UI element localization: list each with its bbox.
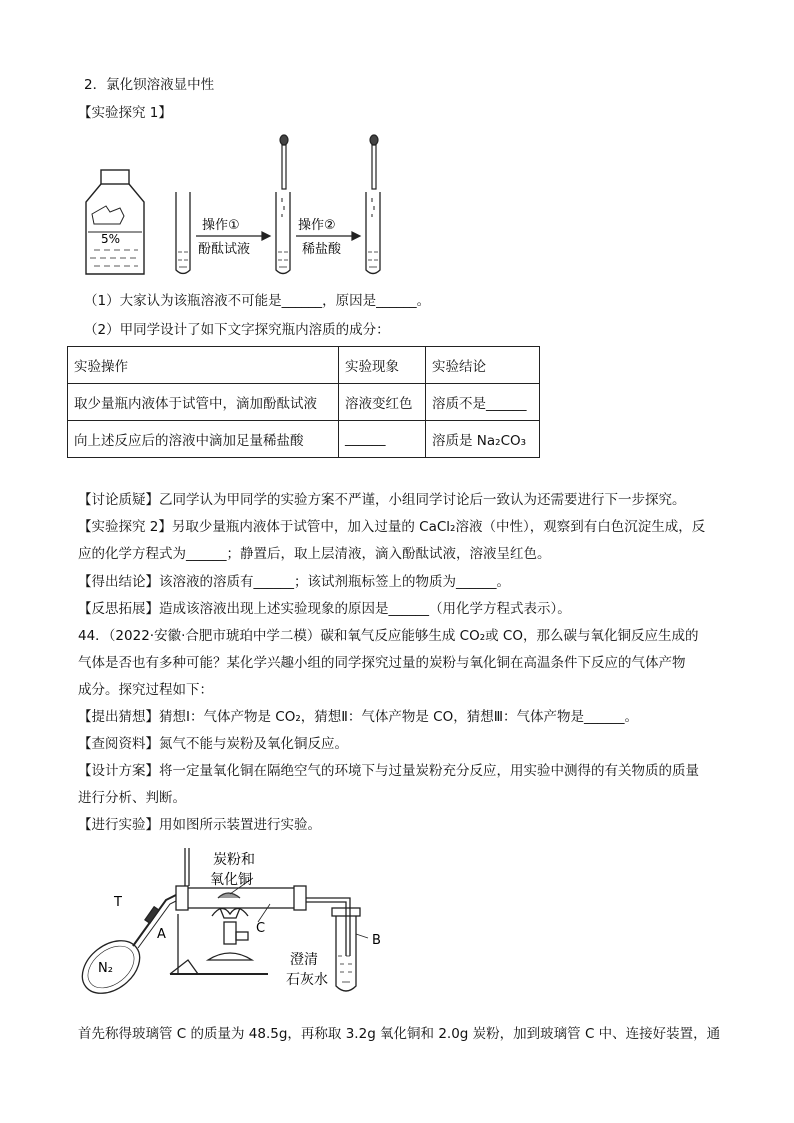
table-header: 实验现象 (339, 347, 426, 384)
test-tube-1 (176, 192, 190, 274)
op1-bottom-label: 酚酞试液 (198, 242, 251, 257)
label-lime-1: 澄清 (290, 952, 318, 968)
paragraph-explore2-line2: 应的化学方程式为______；静置后，取上层清液，滴入酚酞试液，溶液呈红色。 (78, 546, 551, 562)
test-tube-2 (276, 192, 290, 274)
op2-top-label: 操作② (298, 218, 336, 233)
problem-44-line3: 成分。探究过程如下： (78, 682, 213, 698)
reagent-bottle (86, 170, 144, 274)
label-n2: N₂ (98, 961, 113, 976)
glass-tube-c (186, 888, 296, 908)
section-heading: 2．氯化钡溶液显中性 (84, 77, 215, 93)
test-tube-3 (366, 192, 380, 274)
nitrogen-bag (78, 930, 150, 1002)
question-1: （1）大家认为该瓶溶液不可能是______，原因是______。 (84, 293, 431, 309)
label-powder-2: 氧化铜 (210, 872, 252, 888)
label-c: C (256, 921, 266, 936)
arrow-op2 (296, 232, 360, 240)
arrow-op1 (196, 232, 270, 240)
table-header: 实验操作 (68, 347, 339, 384)
table-cell: 溶液变红色 (339, 384, 426, 421)
table-row (68, 421, 540, 458)
label-b: B (372, 933, 381, 948)
table-header: 实验结论 (426, 347, 540, 384)
paragraph-conclusion: 【得出结论】该溶液的溶质有______；该试剂瓶标签上的物质为______。 (78, 574, 510, 590)
paragraph-reference: 【查阅资料】氮气不能与炭粉及氧化铜反应。 (78, 736, 348, 752)
table-header-row (68, 347, 540, 384)
paragraph-design-line2: 进行分析、判断。 (78, 790, 186, 806)
question-2: （2）甲同学设计了如下文字探究瓶内溶质的成分： (84, 322, 390, 338)
op2-bottom-label: 稀盐酸 (302, 242, 342, 257)
paragraph-design-line1: 【设计方案】将一定量氧化铜在隔绝空气的环境下与过量炭粉充分反应，用实验中测得的有关物质的质量 (78, 763, 699, 779)
problem-44-line1: 44．（2022·安徽·合肥市琥珀中学二模）碳和氧气反应能够生成 CO₂或 CO，那么碳与氧化铜反应生成的 (78, 628, 699, 644)
label-t: T (114, 895, 122, 910)
dropper-2 (370, 135, 378, 189)
apparatus-figure (78, 842, 398, 1002)
table-row (68, 384, 540, 421)
experiment-table (67, 346, 540, 458)
table-cell: 溶质不是______ (426, 384, 540, 421)
table-cell: 取少量瓶内液体于试管中，滴加酚酞试液 (68, 384, 339, 421)
bottle-label: 5% (101, 232, 121, 246)
table-cell: ______ (339, 421, 426, 458)
experiment-figure-1 (80, 132, 400, 282)
table-cell: 向上述反应后的溶液中滴加足量稀盐酸 (68, 421, 339, 458)
problem-44-line2: 气体是否也有多种可能？某化学兴趣小组的同学探究过量的炭粉与氧化铜在高温条件下反应的气体产物 (78, 655, 686, 671)
table-cell: 溶质是 Na₂CO₃ (426, 421, 540, 458)
paragraph-hypothesis: 【提出猜想】猜想Ⅰ：气体产物是 CO₂，猜想Ⅱ：气体产物是 CO，猜想Ⅲ：气体产物是______。 (78, 709, 639, 725)
label-a: A (157, 927, 166, 942)
paragraph-reflection: 【反思拓展】造成该溶液出现上述实验现象的原因是______（用化学方程式表示）。 (78, 601, 571, 617)
paragraph-experiment: 【进行实验】用如图所示装置进行实验。 (78, 817, 321, 833)
label-lime-2: 石灰水 (286, 972, 328, 988)
dropper-1 (280, 135, 288, 189)
paragraph-discussion: 【讨论质疑】乙同学认为甲同学的实验方案不严谨，小组同学讨论后一致认为还需要进行下一步探究。 (78, 492, 686, 508)
paragraph-explore2-line1: 【实验探究 2】另取少量瓶内液体于试管中，加入过量的 CaCl₂溶液（中性），观察到有白色沉淀生成，反 (78, 519, 706, 535)
explore1-title: 【实验探究 1】 (78, 105, 172, 121)
label-powder-1: 炭粉和 (213, 852, 255, 868)
op1-top-label: 操作① (202, 218, 240, 233)
paragraph-procedure: 首先称得玻璃管 C 的质量为 48.5g，再称取 3.2g 氧化铜和 2.0g 炭粉，加到玻璃管 C 中、连接好装置，通 (78, 1026, 721, 1042)
